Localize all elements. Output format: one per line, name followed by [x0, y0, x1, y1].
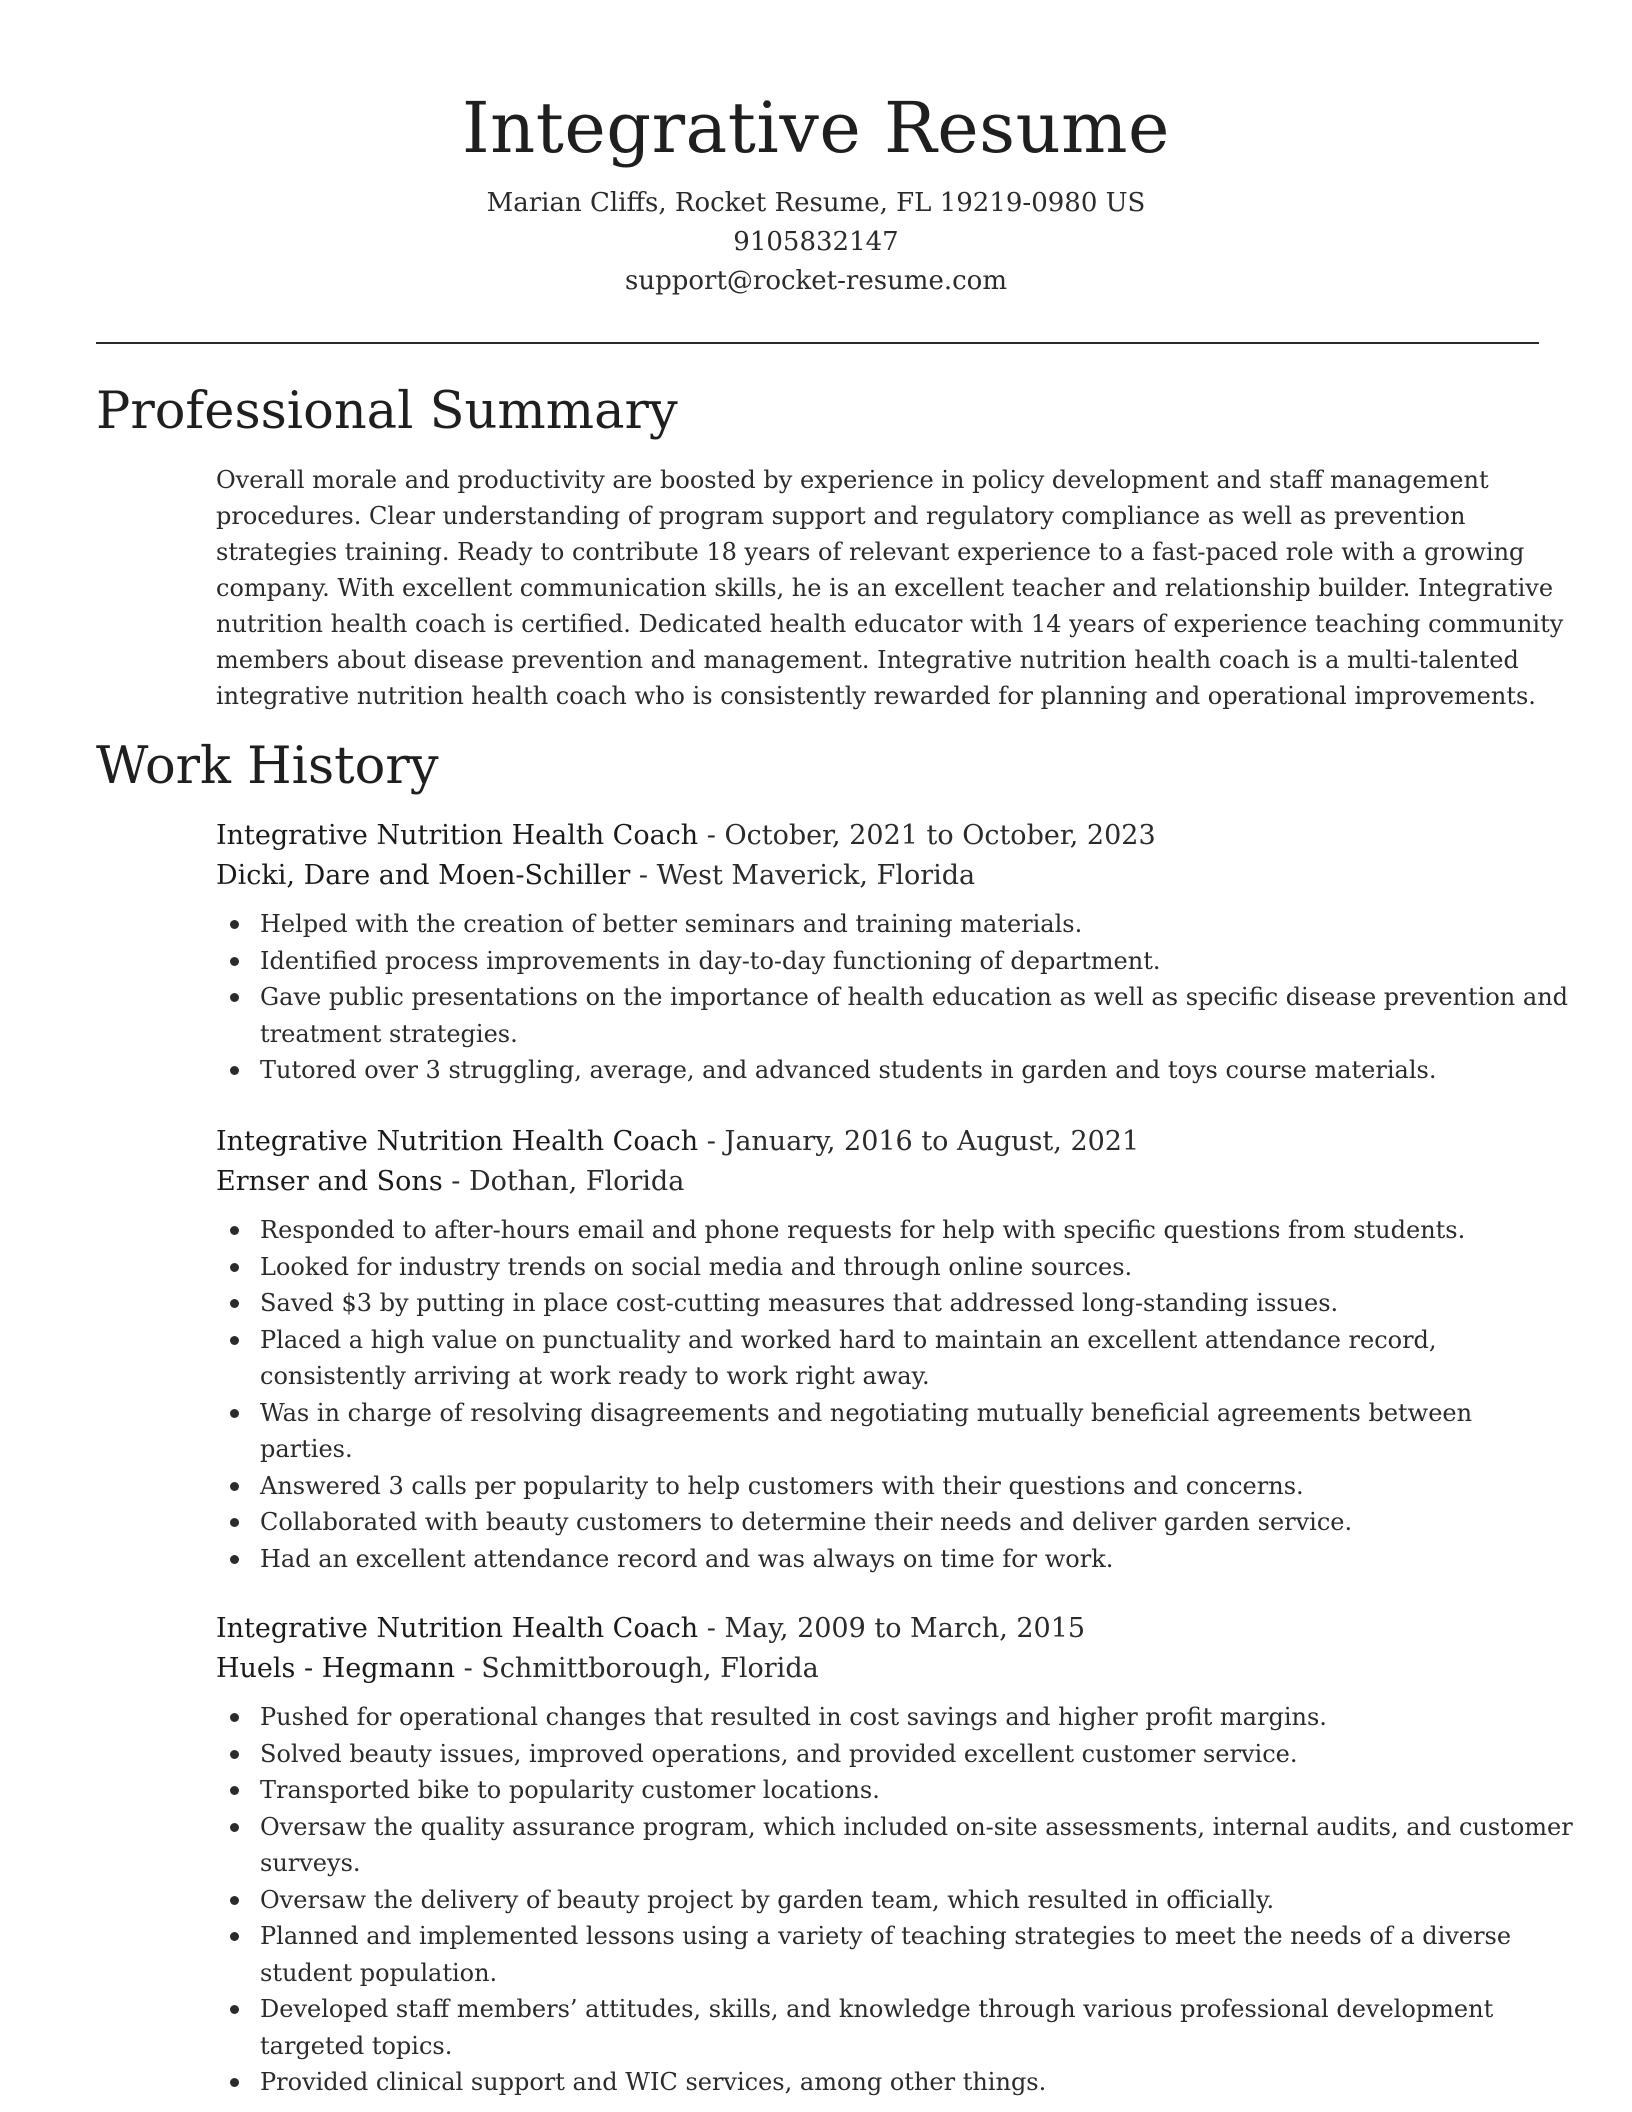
list-item	[216, 906, 1556, 943]
bullet-text: parties.	[260, 1435, 353, 1463]
list-item	[216, 1504, 1556, 1541]
bullet-icon	[230, 1299, 239, 1308]
bullet-icon	[230, 1518, 239, 1527]
contact-phone: 9105832147	[733, 227, 899, 257]
job-entry	[216, 1122, 1556, 1577]
list-item	[216, 1468, 1556, 1505]
bullet-icon	[230, 1066, 239, 1075]
list-item	[216, 1699, 1556, 1736]
bullet-text: Placed a high value on punctuality and worked hard to maintain an excellent attendance record,	[260, 1325, 1437, 1354]
header-divider	[96, 342, 1539, 344]
bullet-icon	[230, 2005, 239, 2014]
bullet-icon	[230, 1932, 239, 1941]
bullet-text: Collaborated with beauty customers to determine their needs and deliver garden service.	[260, 1508, 1353, 1536]
contact-email: support@rocket-resume.com	[624, 266, 1007, 296]
job-location: - West Maverick, Florida	[630, 860, 976, 891]
job-role: Integrative Nutrition Health Coach	[216, 820, 699, 851]
list-item	[216, 1918, 1556, 1991]
job-location: - Dothan, Florida	[442, 1166, 685, 1197]
summary-line: Overall morale and productivity are boosted by experience in policy development and staff management	[216, 466, 1489, 494]
job-title-line	[216, 1122, 1556, 1162]
bullet-text: Pushed for operational changes that resulted in cost savings and higher profit margins.	[260, 1703, 1327, 1731]
job-company-line	[216, 1162, 1556, 1202]
bullet-text: Responded to after-hours email and phone requests for help with specific questions from students.	[260, 1216, 1466, 1244]
bullet-text: Was in charge of resolving disagreements and negotiating mutually beneficial agreements between	[260, 1398, 1473, 1427]
list-item	[216, 1772, 1556, 1809]
bullet-icon	[230, 1823, 239, 1832]
list-item	[216, 1736, 1556, 1773]
list-item	[216, 1052, 1556, 1089]
bullet-icon	[230, 957, 239, 966]
list-item	[216, 1322, 1556, 1395]
list-item	[216, 1882, 1556, 1919]
list-item	[216, 1285, 1556, 1322]
list-item	[216, 1212, 1556, 1249]
bullet-icon	[230, 1896, 239, 1905]
bullet-icon	[230, 1713, 239, 1722]
list-item	[216, 1991, 1556, 2064]
summary-heading: Professional Summary	[96, 382, 678, 441]
bullet-text: Identified process improvements in day-to-day functioning of department.	[260, 946, 1161, 975]
bullet-text: consistently arriving at work ready to work right away.	[260, 1362, 930, 1390]
job-location: - Schmittborough, Florida	[454, 1653, 819, 1684]
bullet-text: targeted topics.	[260, 2031, 453, 2060]
job-company: Dicki, Dare and Moen-Schiller	[216, 860, 631, 891]
contact-info	[0, 184, 1632, 301]
job-company: Huels - Hegmann	[216, 1653, 455, 1684]
work-history-heading: Work History	[96, 737, 439, 796]
list-item	[216, 979, 1569, 1052]
bullet-text: Looked for industry trends on social media and through online sources.	[260, 1252, 1133, 1281]
resume-title: Integrative Resume	[462, 87, 1170, 169]
summary-line: members about disease prevention and management. Integrative nutrition health coach is a multi-talented	[216, 646, 1519, 674]
summary-line: procedures. Clear understanding of program support and regulatory compliance as well as prevention	[216, 502, 1466, 530]
bullet-text: student population.	[260, 1958, 498, 1987]
bullet-text: Solved beauty issues, improved operations, and provided excellent customer service.	[260, 1739, 1298, 1768]
bullet-text: Had an excellent attendance record and was always on time for work.	[260, 1544, 1114, 1573]
job-title-line	[216, 1609, 1556, 1649]
bullet-icon	[230, 1482, 239, 1491]
summary-line: nutrition health coach is certified. Dedicated health educator with 14 years of experience teaching community	[216, 610, 1564, 638]
bullet-text: surveys.	[260, 1849, 361, 1877]
job-entry	[216, 1609, 1573, 2101]
bullet-icon	[230, 1555, 239, 1564]
list-item	[216, 2064, 1556, 2101]
job-bullets	[216, 1212, 1556, 1577]
bullet-icon	[230, 1786, 239, 1795]
bullet-icon	[230, 2078, 239, 2087]
list-item	[216, 1809, 1573, 1882]
summary-line: strategies training. Ready to contribute 18 years of relevant experience to a fast-paced role with a growing	[216, 538, 1525, 566]
summary-line: integrative nutrition health coach who is consistently rewarded for planning and operational improvements.	[216, 682, 1536, 710]
bullet-icon	[230, 1750, 239, 1759]
job-company-line	[216, 856, 1556, 896]
job-bullets	[216, 906, 1569, 1089]
list-item	[216, 1395, 1556, 1468]
job-role: Integrative Nutrition Health Coach	[216, 1613, 699, 1644]
bullet-icon	[230, 1336, 239, 1345]
bullet-text: Gave public presentations on the importance of health education as well as specific disease prevention and	[260, 983, 1569, 1011]
bullet-text: Planned and implemented lessons using a variety of teaching strategies to meet the needs of a diverse	[260, 1922, 1512, 1950]
bullet-icon	[230, 993, 239, 1002]
bullet-text: Provided clinical support and WIC services, among other things.	[260, 2068, 1047, 2096]
list-item	[216, 1249, 1556, 1286]
summary-line: company. With excellent communication skills, he is an excellent teacher and relationship builder. Integrative	[216, 574, 1554, 602]
job-company: Ernser and Sons	[216, 1166, 443, 1197]
job-dates: - January, 2016 to August, 2021	[698, 1126, 1140, 1157]
job-title-line	[216, 816, 1556, 856]
job-role: Integrative Nutrition Health Coach	[216, 1126, 699, 1157]
bullet-text: Developed staff members’ attitudes, skills, and knowledge through various professional development	[260, 1995, 1494, 2023]
bullet-text: Transported bike to popularity customer locations.	[260, 1776, 880, 1804]
bullet-text: Oversaw the delivery of beauty project by garden team, which resulted in officially.	[260, 1885, 1275, 1914]
bullet-icon	[230, 1226, 239, 1235]
job-bullets	[216, 1699, 1573, 2101]
bullet-text: Saved $3 by putting in place cost-cutting measures that addressed long-standing issues.	[260, 1289, 1339, 1317]
bullet-icon	[230, 920, 239, 929]
bullet-text: Oversaw the quality assurance program, which included on-site assessments, internal audits, and customer	[260, 1812, 1573, 1841]
job-entry	[216, 816, 1569, 1089]
resume-header	[0, 0, 1632, 301]
bullet-icon	[230, 1263, 239, 1272]
job-dates: - October, 2021 to October, 2023	[698, 820, 1156, 851]
list-item	[216, 943, 1556, 980]
job-company-line	[216, 1649, 1556, 1689]
list-item	[216, 1541, 1556, 1578]
job-dates: - May, 2009 to March, 2015	[698, 1613, 1086, 1644]
bullet-text: Tutored over 3 struggling, average, and advanced students in garden and toys course materials.	[260, 1056, 1437, 1084]
bullet-icon	[230, 1409, 239, 1418]
summary-text	[216, 462, 1564, 714]
bullet-text: Helped with the creation of better seminars and training materials.	[260, 910, 1083, 938]
bullet-text: treatment strategies.	[260, 1019, 518, 1048]
contact-address: Marian Cliffs, Rocket Resume, FL 19219-0980 US	[486, 188, 1146, 218]
bullet-text: Answered 3 calls per popularity to help customers with their questions and concerns.	[260, 1471, 1304, 1500]
